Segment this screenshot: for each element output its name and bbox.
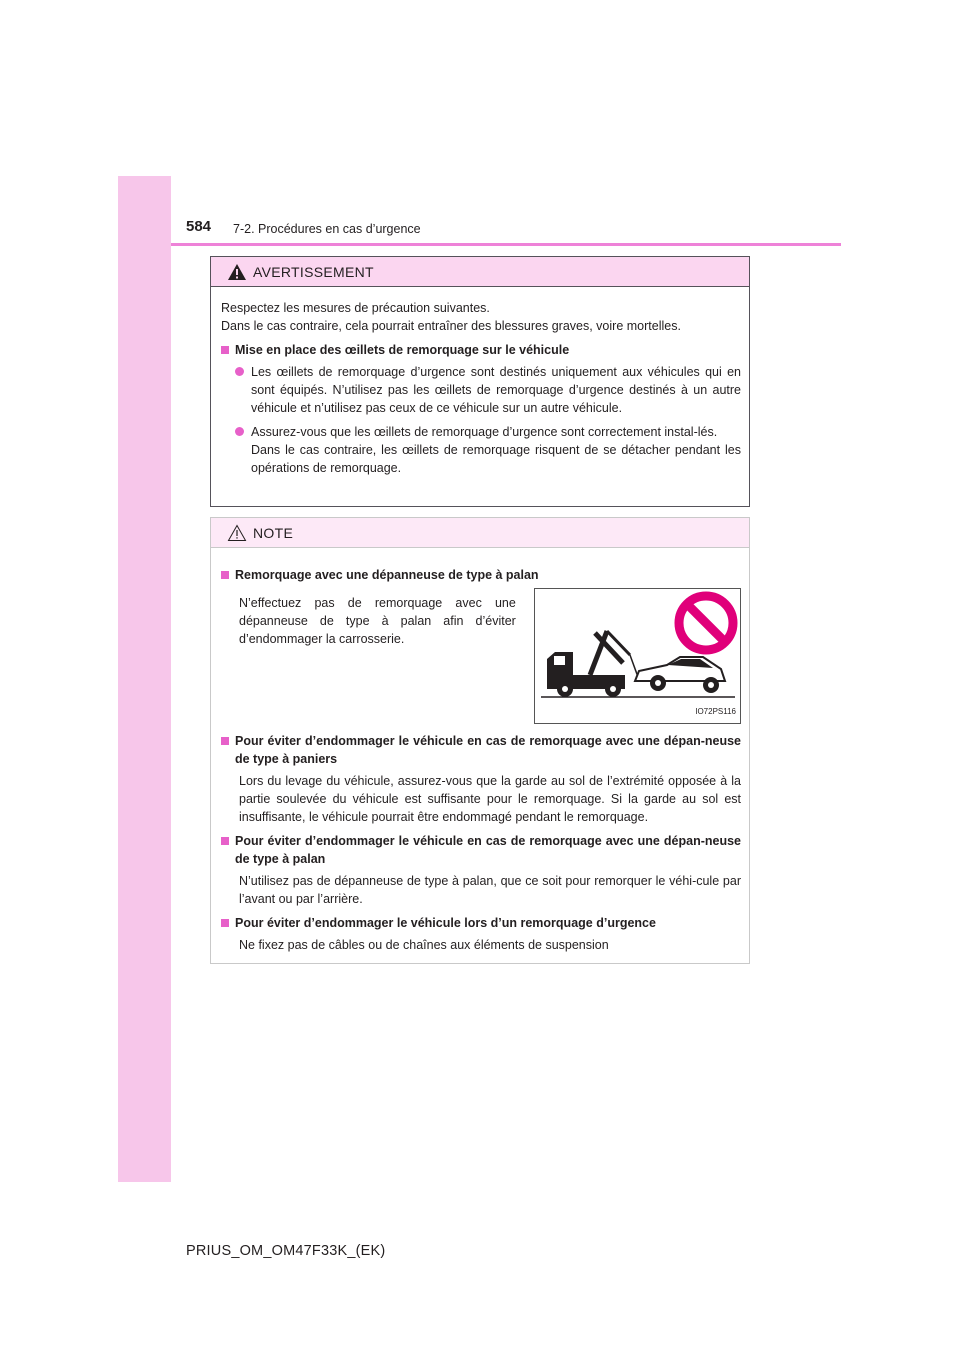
warning-heading xyxy=(221,341,741,359)
note-heading-4 xyxy=(221,914,741,932)
square-bullet-icon xyxy=(221,571,229,579)
warning-bullet xyxy=(235,363,741,417)
tow-truck-icon xyxy=(547,631,638,697)
dot-bullet-icon xyxy=(235,367,244,376)
note-heading-1 xyxy=(221,566,741,584)
note-text-1: N’effectuez pas de remorquage avec une dépanneuse de type à palan afin d’éviter d’endommager la carrosserie. xyxy=(239,596,516,646)
note-heading-text: Remorquage avec une dépanneuse de type à palan xyxy=(235,568,539,582)
note-heading-text: Pour éviter d’endommager le véhicule en cas de remorquage avec une dépan-neuse de type à paniers xyxy=(235,734,741,766)
side-band xyxy=(118,176,171,1182)
note-heading-text: Pour éviter d’endommager le véhicule en cas de remorquage avec une dépan-neuse de type à palan xyxy=(235,834,741,866)
figure-code: IO72PS116 xyxy=(695,707,736,716)
warning-bullet-text: Les œillets de remorquage d’urgence sont destinés uniquement aux véhicules qui en sont équipés. N’utilisez pas les œillets de remorquage d’urgence destinés à un autre véhicule et n’utilisez pas ceux de ce véhicule sur un autre véhicule. xyxy=(251,365,741,415)
square-bullet-icon xyxy=(221,737,229,745)
warning-bullet xyxy=(235,423,741,441)
note-text-2: Lors du levage du véhicule, assurez-vous que la garde au sol de l’extrémité opposée à la partie soulevée du véhicule est suffisante pour le remorquage. Si la garde au sol est insuffisante, le véhicule pourrait être endommagé pendant le remorquage. xyxy=(239,774,741,824)
note-text-4: Ne fixez pas de câbles ou de chaînes aux éléments de suspension xyxy=(239,938,609,952)
caution-triangle-icon xyxy=(227,524,247,542)
tow-truck-figure xyxy=(534,588,741,724)
note-heading-text: Pour éviter d’endommager le véhicule lors d’un remorquage d’urgence xyxy=(235,916,656,930)
warning-triangle-icon xyxy=(227,263,247,281)
warning-intro-1: Respectez les mesures de précaution suivantes. xyxy=(221,301,490,315)
header-rule xyxy=(171,243,841,246)
car-icon xyxy=(635,657,725,693)
note-title: NOTE xyxy=(253,524,294,541)
section-title: 7-2. Procédures en cas d’urgence xyxy=(233,222,421,236)
warning-title: AVERTISSEMENT xyxy=(253,263,374,280)
footer-code: PRIUS_OM_OM47F33K_(EK) xyxy=(186,1243,386,1259)
prohibition-icon xyxy=(679,596,733,650)
figure-row xyxy=(239,588,741,724)
warning-intro-2: Dans le cas contraire, cela pourrait entraîner des blessures graves, voire mortelles. xyxy=(221,319,681,333)
square-bullet-icon xyxy=(221,837,229,845)
dot-bullet-icon xyxy=(235,427,244,436)
square-bullet-icon xyxy=(221,919,229,927)
warning-header xyxy=(211,257,749,287)
warning-bullet-text: Assurez-vous que les œillets de remorquage d’urgence sont correctement instal-lés. xyxy=(251,425,718,439)
warning-box xyxy=(210,256,750,507)
note-box xyxy=(210,517,750,964)
square-bullet-icon xyxy=(221,346,229,354)
note-heading-3 xyxy=(221,832,741,868)
note-heading-2 xyxy=(221,732,741,768)
note-text-3: N’utilisez pas de dépanneuse de type à palan, que ce soit pour remorquer le véhi-cule par l’avant ou par l’arrière. xyxy=(239,874,741,906)
page-number: 584 xyxy=(186,218,212,235)
warning-heading-text: Mise en place des œillets de remorquage sur le véhicule xyxy=(235,343,570,357)
warning-bullet-continuation: Dans le cas contraire, les œillets de remorquage risquent de se détacher pendant les opérations de remorquage. xyxy=(251,443,741,475)
note-header xyxy=(211,518,749,548)
